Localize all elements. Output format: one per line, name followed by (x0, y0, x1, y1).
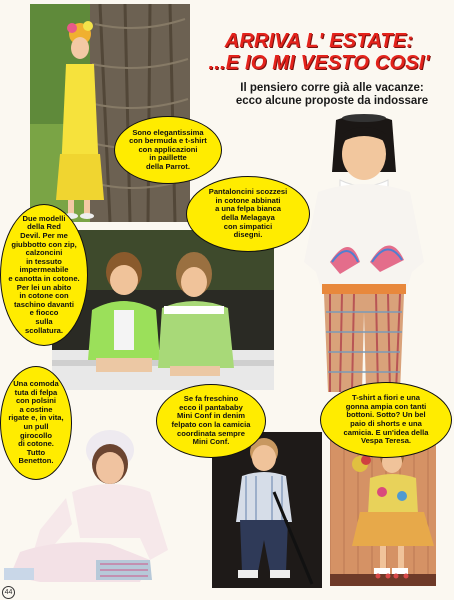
caption-bubble-benetton (0, 366, 72, 480)
caption-line: della Parrot. (146, 161, 190, 171)
caption-line: Pantaloncini scozzesi (208, 187, 288, 197)
caption-bubble-red-devil (0, 204, 88, 346)
caption-line: impermeabile (19, 265, 69, 275)
caption-line: e fiocco (29, 308, 59, 318)
page-number-value: 44 (2, 586, 15, 599)
caption-line: e canotta in cotone. (8, 274, 80, 283)
caption-line: della Red (27, 222, 61, 232)
page-subtitle (214, 82, 450, 108)
photo-girl-yellow-dress (30, 4, 190, 222)
caption-line: Per lei un abito (16, 282, 72, 292)
caption-line: Sono elegantissima (132, 127, 204, 137)
caption-line: coordinata sempre (177, 428, 245, 438)
caption-bubble-vespa-teresa (320, 382, 452, 458)
caption-line: a costine (19, 404, 53, 414)
photo-girl-sneaker-sweatshirt-image (300, 112, 428, 394)
caption-line: con polsini (15, 396, 57, 406)
page-number (2, 586, 15, 599)
caption-bubble-parrot (114, 116, 222, 184)
caption-line: girocollo (19, 430, 53, 440)
caption-line: in tessuto (26, 256, 62, 266)
page-headline (188, 30, 450, 74)
photo-girl-yellow-dress-image (30, 4, 190, 222)
caption-line: con simpatici (223, 221, 273, 231)
caption-line: calzoncini (25, 248, 63, 258)
caption-line: Mini Conf in denim (177, 411, 245, 421)
caption-line: Una comoda (13, 379, 59, 389)
caption-line: bottoni. Sotto? Un bel (346, 410, 426, 420)
caption-line: paio di shorts e una (350, 419, 422, 428)
caption-line: tuta di felpa (14, 387, 58, 397)
caption-line: in cotone abbinati (215, 195, 281, 205)
caption-line: Devil. Per me (20, 231, 68, 241)
caption-line: Se fa freschino (183, 394, 239, 404)
caption-line: in paillette (149, 153, 187, 163)
caption-line: Tutto (26, 447, 46, 457)
photo-girl-sneaker-sweatshirt (300, 112, 428, 394)
caption-line: ecco il pantababy (179, 402, 243, 412)
caption-line: Mini Conf. (192, 437, 230, 447)
caption-line: T-shirt a fiori e una (352, 393, 420, 403)
caption-line: taschino davanti (14, 299, 74, 309)
caption-line: di cotone. (18, 439, 54, 449)
caption-line: disegni. (233, 230, 263, 240)
caption-line: con applicazioni (138, 144, 198, 154)
caption-line: Due modelli (22, 213, 66, 223)
caption-line: sulla (35, 316, 53, 326)
caption-line: camicia. E un'idea della (343, 427, 429, 437)
caption-line: giubbotto con zip, (11, 239, 77, 249)
caption-line: della Melagaya (221, 213, 275, 222)
headline-line-1: ARRIVA L' ESTATE: (224, 30, 414, 52)
caption-line: un pull (23, 422, 49, 431)
caption-line: felpato con la camicia (171, 420, 251, 429)
caption-line: rigate e, in vita, (8, 413, 64, 423)
caption-line: scollatura. (25, 325, 63, 335)
caption-line: a una felpa bianca (215, 204, 281, 214)
caption-line: con bermuda e t-shirt (129, 136, 207, 146)
subtitle-line-1: Il pensiero corre già alle vacanze: (240, 82, 424, 94)
caption-line: Vespa Teresa. (360, 436, 412, 446)
caption-line: gonna ampia con tanti (345, 401, 427, 411)
subtitle-line-2: ecco alcune proposte da indossare (235, 95, 429, 107)
caption-line: in cotone con (19, 291, 69, 301)
caption-line: Benetton. (18, 456, 54, 466)
caption-bubble-mini-conf (156, 384, 266, 458)
caption-bubble-melagaya (186, 176, 310, 252)
headline-line-2: ...E IO MI VESTO COSI' (208, 52, 430, 74)
